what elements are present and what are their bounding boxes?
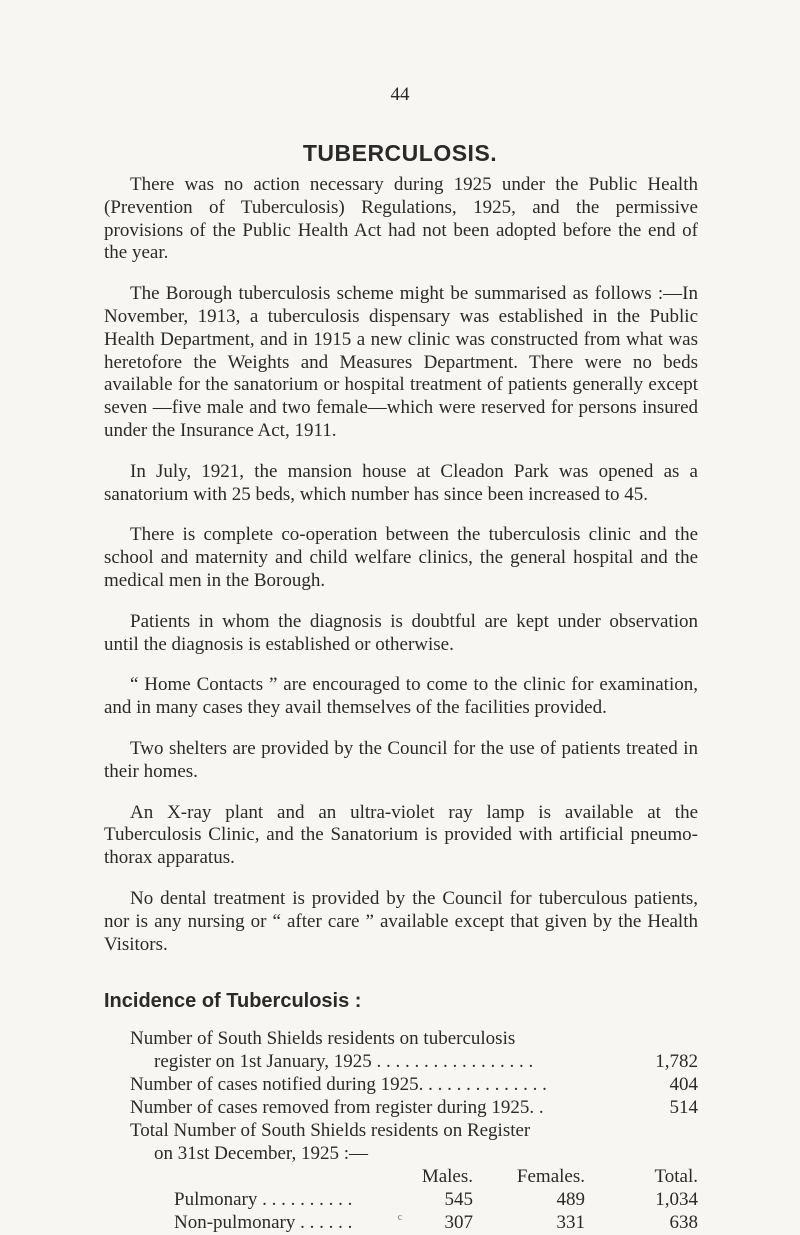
row-females: 331 — [556, 1212, 585, 1233]
removed-label: Number of cases removed from register during 1925. . — [130, 1097, 544, 1118]
notified-label: Number of cases notified during 1925. . . . . . . . . . . . . . — [130, 1074, 547, 1095]
total-label-1: Total Number of South Shields residents on Register — [130, 1120, 531, 1141]
total-label-2: on 31st December, 1925 :— — [154, 1143, 369, 1164]
footer-mark: c — [397, 1212, 403, 1223]
paragraph: There is complete co-operation between the tuberculosis clinic and the school and maternity and child welfare clinics, the general hospital and the medical men in the Borough. — [104, 524, 698, 591]
paragraph: “ Home Contacts ” are encouraged to come to the clinic for examination, and in many cases they avail themselves of the facilities provided. — [104, 674, 698, 719]
paragraph: An X-ray plant and an ultra-violet ray lamp is available at the Tuberculosis Clinic, and the Sanatorium is provided with artificial pneumo-thorax apparatus. — [104, 801, 698, 869]
paragraph: The Borough tuberculosis scheme might be summarised as follows :—In November, 1913, a tuberculosis dispensary was established in the Public Health Department, and in 1915 a new clinic was constructed from what was heretofore the Weights and Measures Department. There were no beds available for the sanatorium or hospital treatment of patients generally except seven —five male and two female—which were reserved for persons insured under the Insurance Act, 1911. — [104, 283, 698, 441]
register-line-1 — [130, 1027, 698, 1050]
row-label: Non-pulmonary . . . . . . — [174, 1212, 353, 1233]
table-row — [130, 1188, 698, 1212]
row-males: 545 — [444, 1189, 473, 1210]
incidence-heading: Incidence of Tuberculosis : — [104, 990, 362, 1012]
row-label: Pulmonary . . . . . . . . . . — [174, 1189, 353, 1210]
paragraph: No dental treatment is provided by the Council for tuberculous patients, nor is any nursing or “ after care ” available except that given by the Health Visitors. — [104, 887, 698, 955]
removed-value: 514 — [669, 1097, 698, 1118]
register-label-1: Number of South Shields residents on tuberculosis — [130, 1028, 516, 1049]
row-males: 307 — [444, 1212, 473, 1233]
total-line-2 — [130, 1142, 698, 1165]
paragraph: There was no action necessary during 1925 under the Public Health (Prevention of Tuberculosis) Regulations, 1925, and the permissive provisions of the Public Health Act had not been adopted before the end of the year. — [104, 174, 698, 264]
table-header — [130, 1165, 698, 1189]
paragraph: In July, 1921, the mansion house at Cleadon Park was opened as a sanatorium with 25 beds, which number has since been increased to 45. — [104, 460, 698, 505]
page-title: TUBERCULOSIS. — [302, 140, 498, 166]
paragraph: Two shelters are provided by the Council for the use of patients treated in their homes. — [104, 737, 698, 782]
register-line-2 — [130, 1050, 698, 1073]
page-number: 44 — [390, 84, 410, 105]
header-total: Total. — [654, 1166, 698, 1187]
row-females: 489 — [556, 1189, 585, 1210]
header-males: Males. — [421, 1166, 473, 1187]
register-value: 1,782 — [655, 1051, 698, 1072]
row-total: 638 — [669, 1212, 698, 1233]
paragraph: Patients in whom the diagnosis is doubtful are kept under observation until the diagnosis is established or otherwise. — [104, 610, 698, 655]
notified-value: 404 — [669, 1074, 698, 1095]
register-label-2: register on 1st January, 1925 . . . . . . . . . . . . . . . . . — [154, 1051, 534, 1072]
total-line-1 — [130, 1119, 698, 1142]
header-females: Females. — [516, 1166, 585, 1187]
removed-line — [130, 1096, 698, 1119]
notified-line — [130, 1073, 698, 1096]
body-text — [104, 174, 698, 974]
row-total: 1,034 — [655, 1189, 698, 1210]
